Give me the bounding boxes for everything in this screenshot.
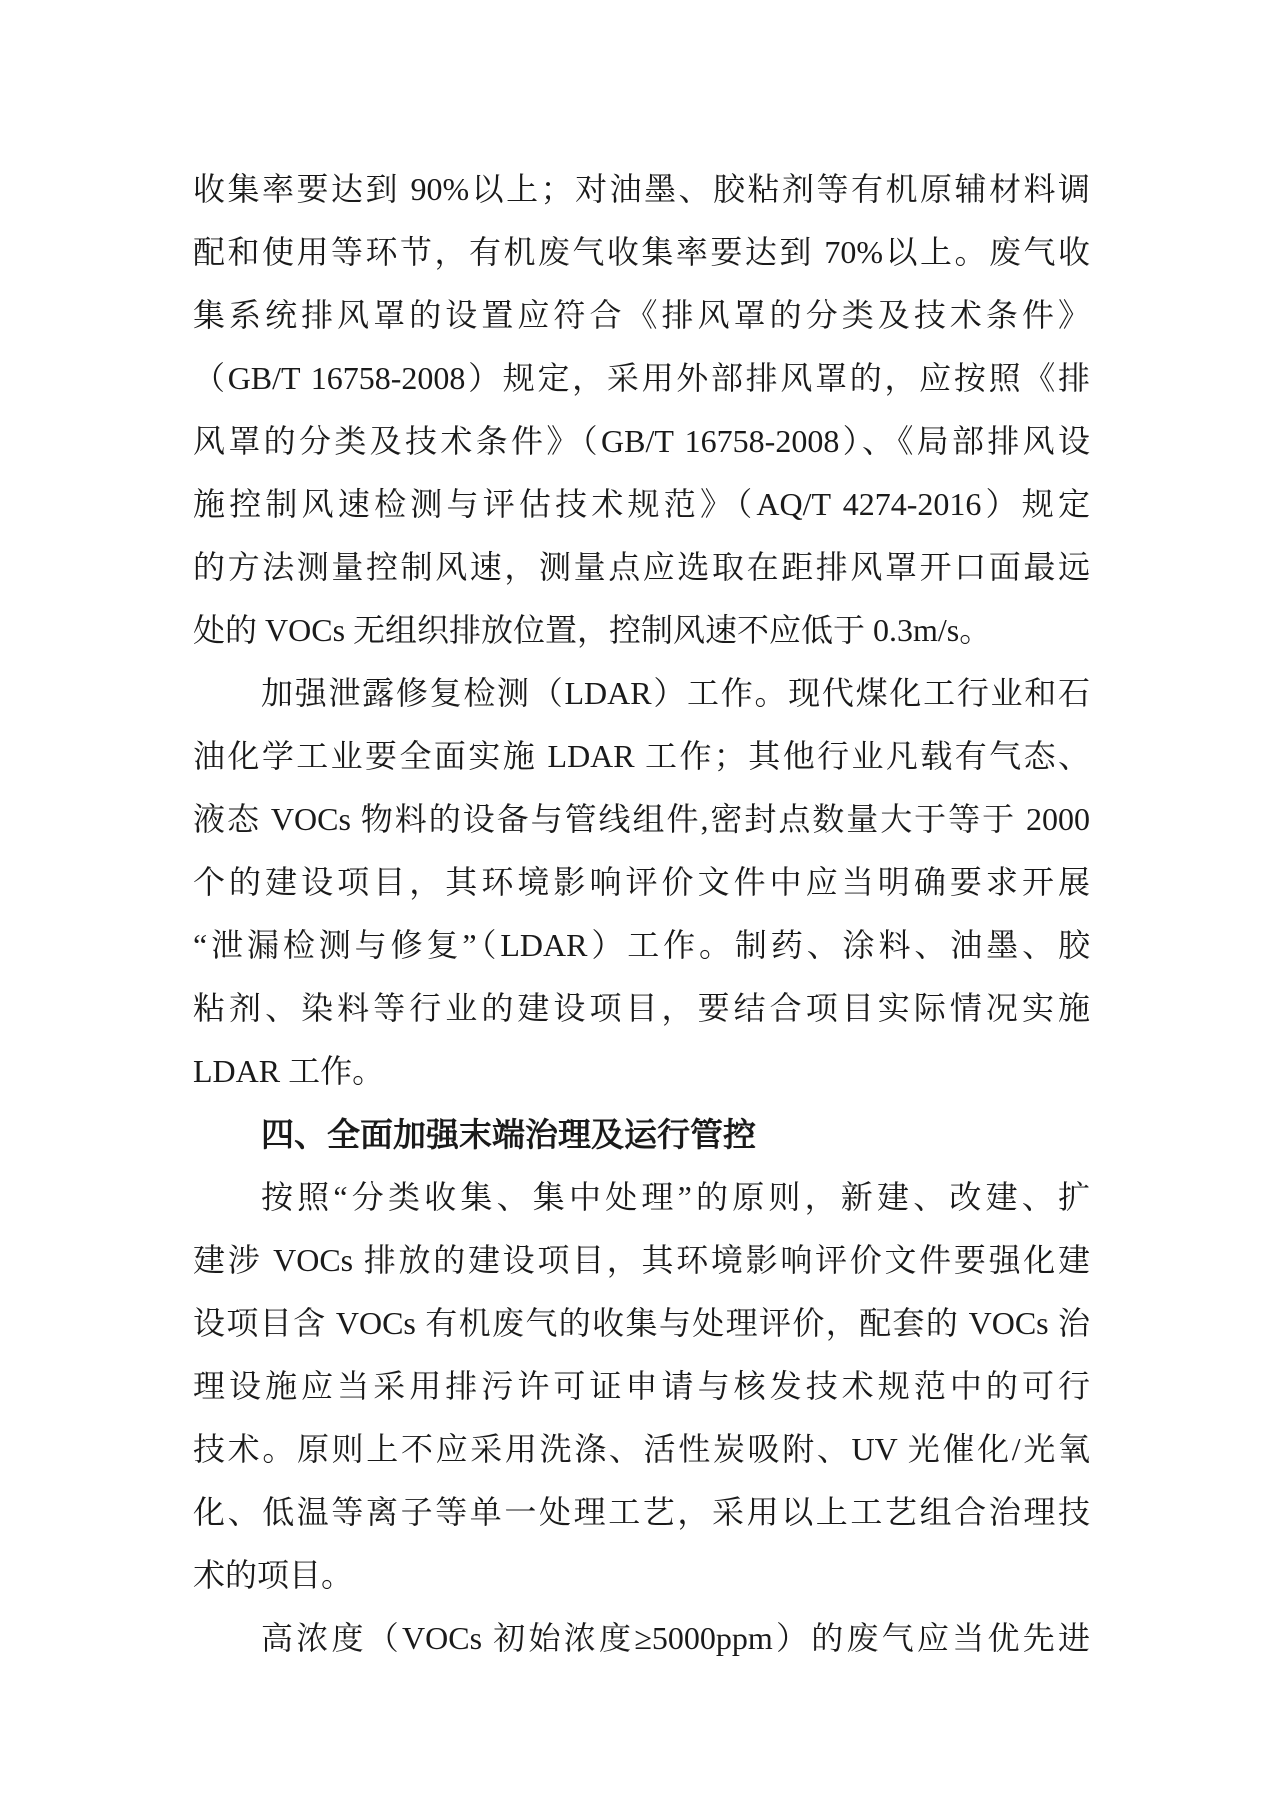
text-line: 液态 VOCs 物料的设备与管线组件,密封点数量大于等于 2000 — [193, 801, 1090, 837]
text-line: 个的建设项目，其环境影响评价文件中应当明确要求开展 — [193, 864, 1090, 900]
text-line: 粘剂、染料等行业的建设项目，要结合项目实际情况实施 — [193, 990, 1090, 1026]
text-line: （GB/T 16758-2008）规定，采用外部排风罩的，应按照《排 — [193, 360, 1090, 396]
text-line: 设项目含 VOCs 有机废气的收集与处理评价，配套的 VOCs 治 — [193, 1305, 1090, 1341]
text-line: 收集率要达到 90%以上；对油墨、胶粘剂等有机原辅材料调 — [193, 171, 1090, 207]
text-line: 按照“分类收集、集中处理”的原则，新建、改建、扩 — [261, 1179, 1090, 1215]
document-text-block — [193, 158, 1090, 1670]
text-line: “泄漏检测与修复”（LDAR）工作。制药、涂料、油墨、胶 — [193, 927, 1090, 963]
text-line: 化、低温等离子等单一处理工艺，采用以上工艺组合治理技 — [193, 1494, 1090, 1530]
text-line: LDAR 工作。 — [193, 1053, 385, 1089]
section-heading: 四、全面加强末端治理及运行管控 — [261, 1116, 756, 1153]
text-line: 加强泄露修复检测（LDAR）工作。现代煤化工行业和石 — [261, 675, 1090, 711]
text-line: 术的项目。 — [193, 1557, 354, 1593]
text-line: 建涉 VOCs 排放的建设项目，其环境影响评价文件要强化建 — [193, 1242, 1090, 1278]
text-line: 施控制风速检测与评估技术规范》（AQ/T 4274-2016）规定 — [193, 486, 1090, 522]
text-line: 配和使用等环节，有机废气收集率要达到 70%以上。废气收 — [193, 234, 1090, 270]
text-line: 的方法测量控制风速，测量点应选取在距排风罩开口面最远 — [193, 549, 1090, 585]
text-line: 集系统排风罩的设置应符合《排风罩的分类及技术条件》 — [193, 297, 1090, 333]
text-line: 处的 VOCs 无组织排放位置，控制风速不应低于 0.3m/s。 — [193, 612, 992, 648]
text-line: 风罩的分类及技术条件》（GB/T 16758-2008）、《局部排风设 — [193, 423, 1090, 459]
text-line: 油化学工业要全面实施 LDAR 工作；其他行业凡载有气态、 — [193, 738, 1090, 774]
text-line: 技术。原则上不应采用洗涤、活性炭吸附、UV 光催化/光氧 — [193, 1431, 1090, 1467]
text-line: 理设施应当采用排污许可证申请与核发技术规范中的可行 — [193, 1368, 1090, 1404]
text-line: 高浓度（VOCs 初始浓度≥5000ppm）的废气应当优先进 — [261, 1620, 1090, 1656]
